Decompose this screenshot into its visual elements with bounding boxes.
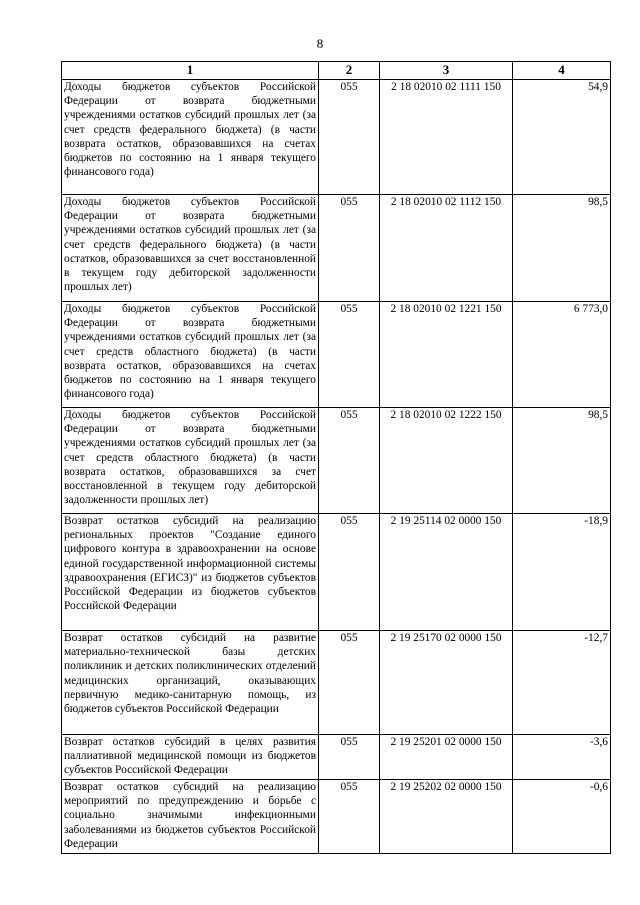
table-row (62, 631, 611, 735)
page-number: 8 (316, 36, 324, 51)
row-budget-code: 2 19 25202 02 0000 150 (380, 780, 513, 854)
row-description: Доходы бюджетов субъектов Российской Федерации от возврата бюджетными учреждениями остатков субсидий прошлых лет (за счет средств областного бюджета) (в части возврата остатков, образовавшихся за счет восстановленной в текущем году дебиторской задолженности прошлых лет) (62, 408, 319, 514)
row-budget-code: 2 19 25201 02 0000 150 (380, 735, 513, 780)
row-amount: -3,6 (513, 735, 611, 780)
column-header-3: 3 (380, 62, 513, 80)
row-description: Возврат остатков субсидий на реализацию региональных проектов "Создание единого цифрового контура в здравоохранении на основе единой государственной информационной системы здравоохранения (ЕГИСЗ)" из бюджетов субъектов Российской Федерации из бюджетов субъектов Российской Федерации (62, 514, 319, 631)
row-admin-code: 055 (319, 408, 380, 514)
row-admin-code: 055 (319, 80, 380, 195)
row-budget-code: 2 18 02010 02 1221 150 (380, 302, 513, 408)
row-amount: 98,5 (513, 408, 611, 514)
row-admin-code: 055 (319, 631, 380, 735)
row-description: Возврат остатков субсидий на развитие материально-технической базы детских поликлиник и детских поликлинических отделений медицинских организаций, оказывающих первичную медико-санитарную помощь, из бюджетов субъектов Российской Федерации (62, 631, 319, 735)
row-budget-code: 2 18 02010 02 1222 150 (380, 408, 513, 514)
table-header-row (62, 62, 611, 80)
row-description: Доходы бюджетов субъектов Российской Федерации от возврата бюджетными учреждениями остатков субсидий прошлых лет (за счет средств федерального бюджета) (в части возврата остатков, образовавшихся на счетах бюджетов по состоянию на 1 января текущего финансового года) (62, 80, 319, 195)
column-header-1: 1 (62, 62, 319, 80)
row-description: Доходы бюджетов субъектов Российской Федерации от возврата бюджетными учреждениями остатков субсидий прошлых лет (за счет средств областного бюджета) (в части возврата остатков, образовавшихся на счетах бюджетов по состоянию на 1 января текущего финансового года) (62, 302, 319, 408)
table-row (62, 80, 611, 195)
row-amount: 6 773,0 (513, 302, 611, 408)
row-description: Возврат остатков субсидий в целях развития паллиативной медицинской помощи из бюджетов субъектов Российской Федерации (62, 735, 319, 780)
table-row (62, 302, 611, 408)
row-budget-code: 2 18 02010 02 1111 150 (380, 80, 513, 195)
row-admin-code: 055 (319, 735, 380, 780)
row-description: Возврат остатков субсидий на реализацию мероприятий по предупреждению и борьбе с социально значимыми инфекционными заболеваниями из бюджетов субъектов Российской Федерации (62, 780, 319, 854)
row-budget-code: 2 19 25170 02 0000 150 (380, 631, 513, 735)
row-amount: 54,9 (513, 80, 611, 195)
column-header-4: 4 (513, 62, 611, 80)
row-amount: -12,7 (513, 631, 611, 735)
row-amount: 98,5 (513, 195, 611, 302)
table-row (62, 780, 611, 854)
row-budget-code: 2 19 25114 02 0000 150 (380, 514, 513, 631)
row-admin-code: 055 (319, 514, 380, 631)
column-header-2: 2 (319, 62, 380, 80)
table-row (62, 735, 611, 780)
row-budget-code: 2 18 02010 02 1112 150 (380, 195, 513, 302)
table-row (62, 408, 611, 514)
budget-revenue-table (61, 61, 611, 854)
row-amount: -18,9 (513, 514, 611, 631)
row-amount: -0,6 (513, 780, 611, 854)
table-row (62, 195, 611, 302)
row-admin-code: 055 (319, 195, 380, 302)
table-row (62, 514, 611, 631)
row-admin-code: 055 (319, 780, 380, 854)
row-admin-code: 055 (319, 302, 380, 408)
row-description: Доходы бюджетов субъектов Российской Федерации от возврата бюджетными учреждениями остатков субсидий прошлых лет (за счет средств федерального бюджета) (в части остатков, образовавшихся за счет восстановленной в текущем году дебиторской задолженности прошлых лет) (62, 195, 319, 302)
